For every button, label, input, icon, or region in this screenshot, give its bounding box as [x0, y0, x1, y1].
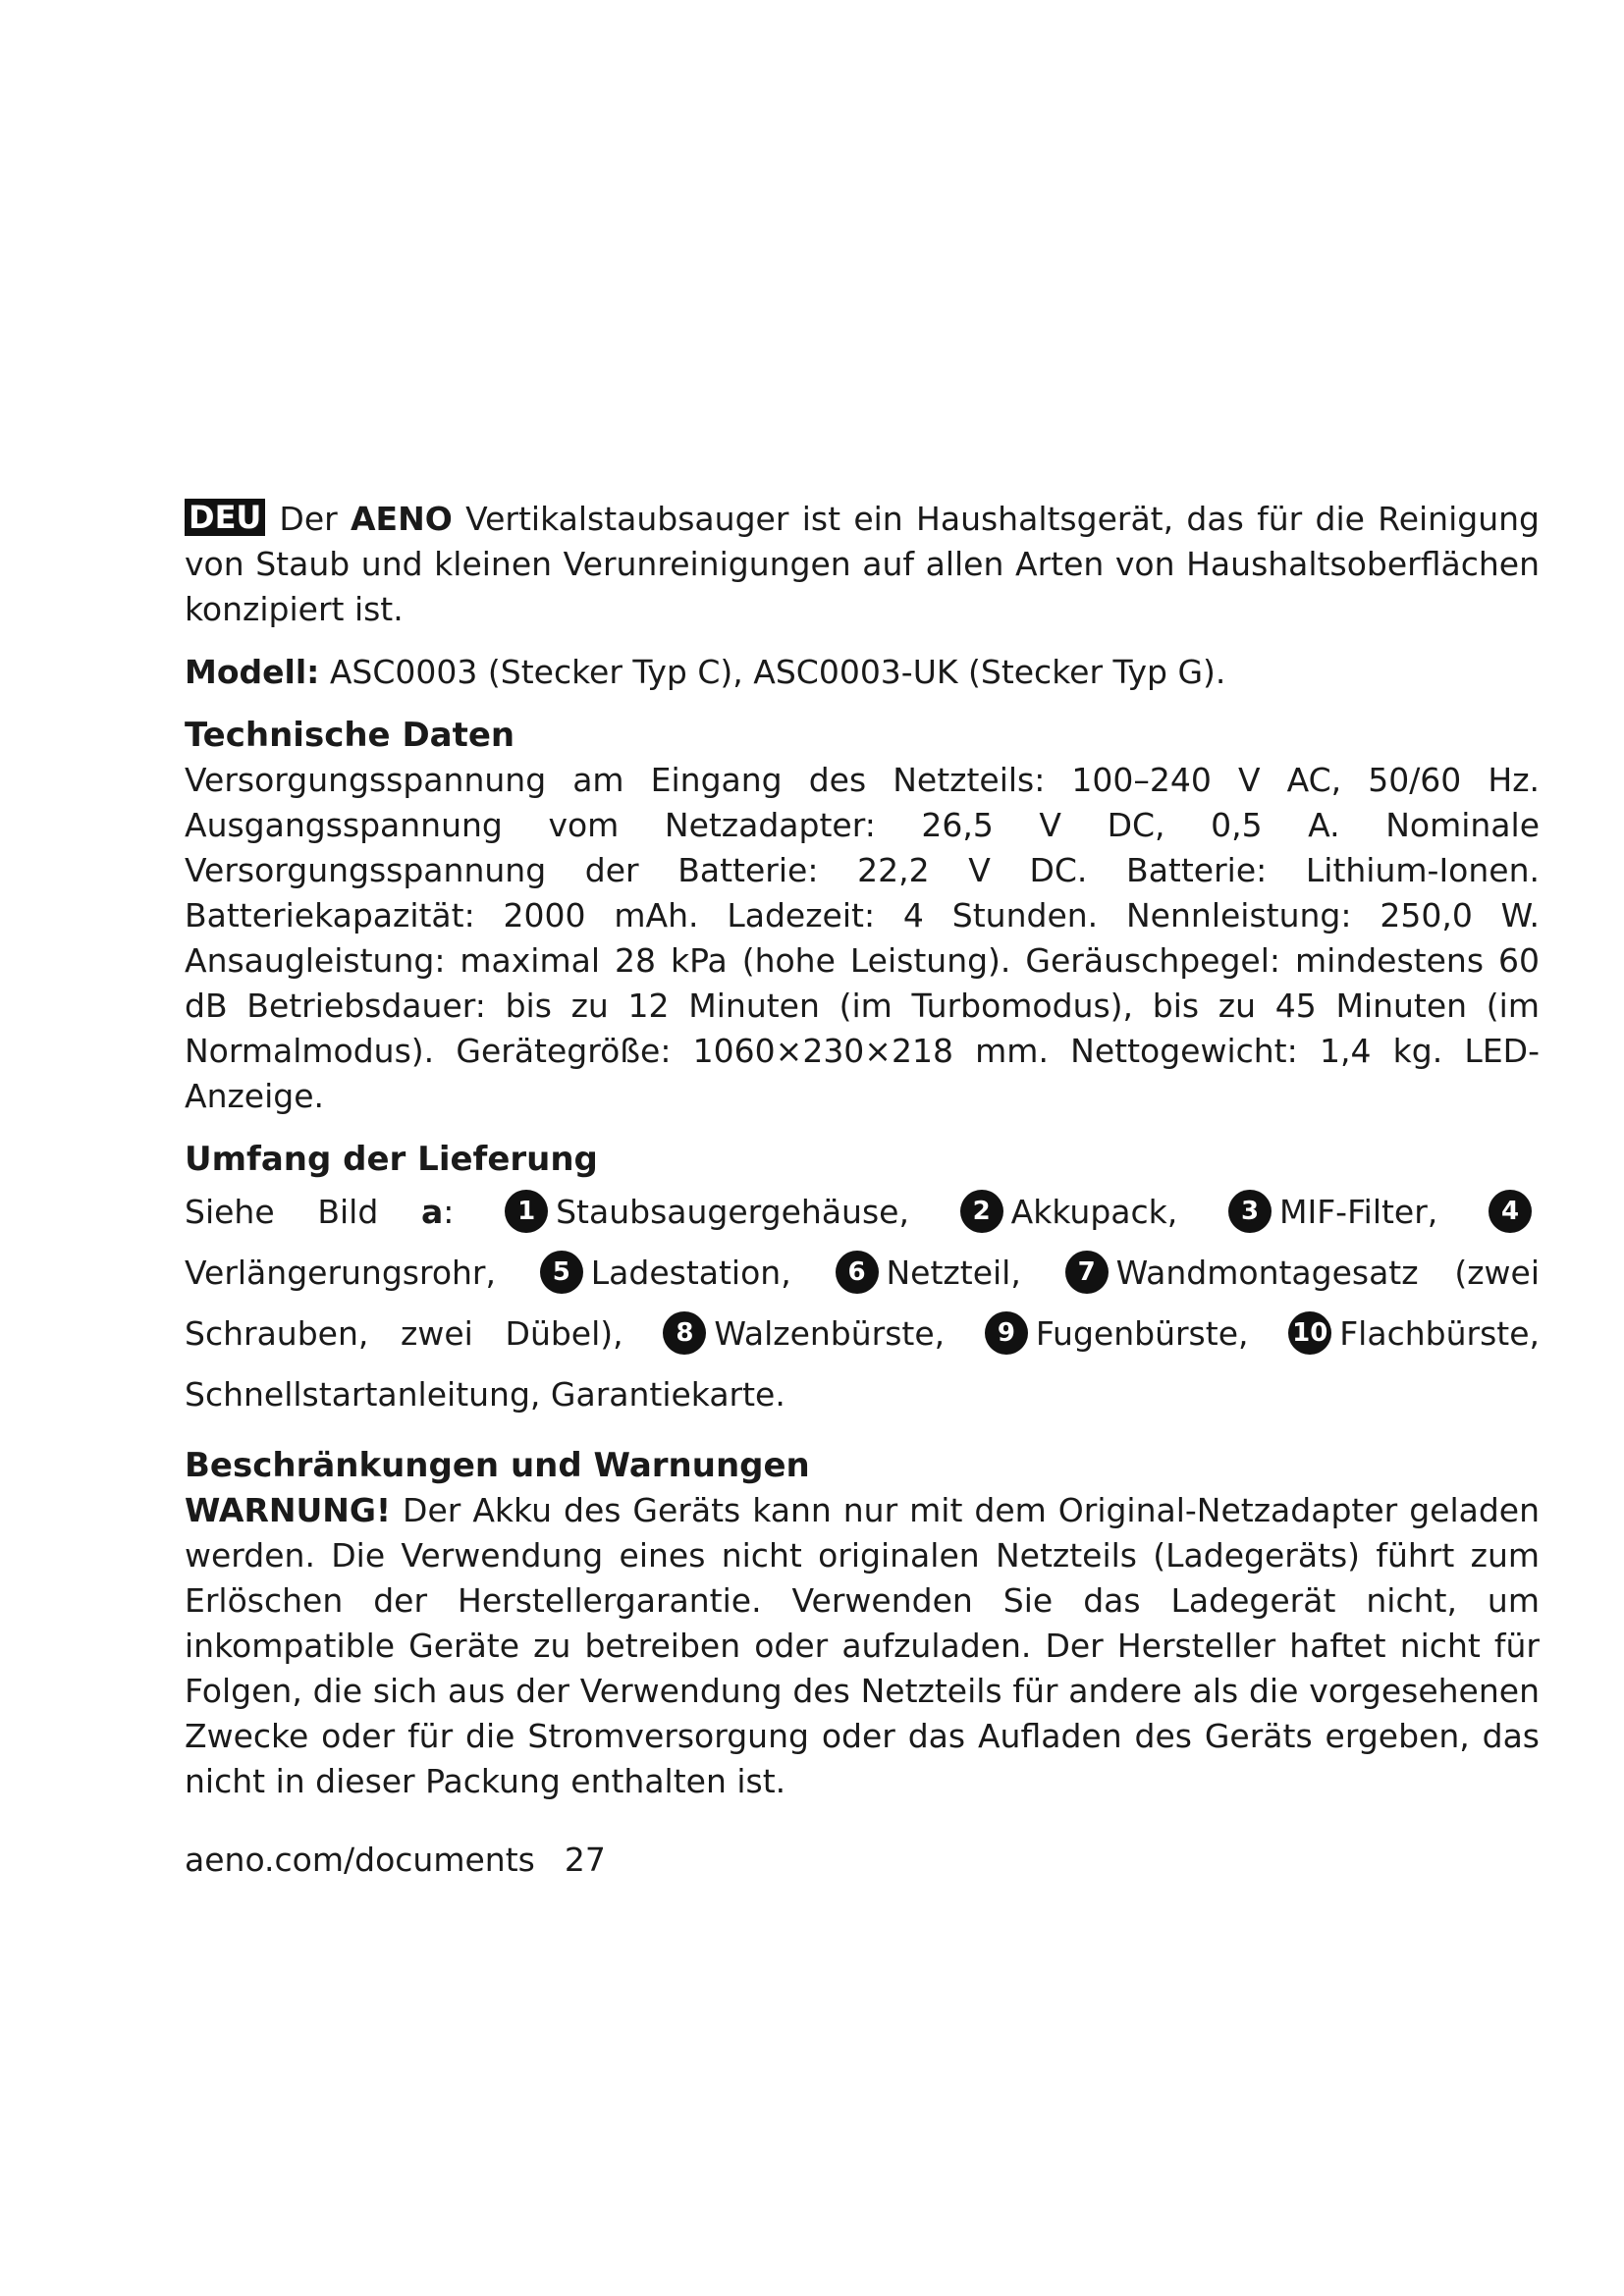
warning-label: WARNUNG!	[185, 1491, 392, 1529]
delivery-colon: :	[443, 1193, 455, 1231]
technical-heading: Technische Daten	[185, 716, 515, 755]
delivery-item: MIF-Filter,	[1278, 1193, 1438, 1231]
page-number: 27	[564, 1841, 606, 1879]
footer-url: aeno.com/documents	[185, 1841, 535, 1879]
number-badge-icon: 10	[1288, 1311, 1331, 1355]
delivery-item: Akkupack,	[1010, 1193, 1178, 1231]
warning-text: Der Akku des Geräts kann nur mit dem Original-Netzadapter geladen werden. Die Verwendung eines nicht originalen Netzteils (Ladegeräts) führt zum Erlöschen der Herstellergarantie. Verwenden Sie das Ladegerät nicht, um inkompatible Geräte zu betreiben oder aufzuladen. Der Hersteller haftet nicht für Folgen, die sich aus der Verwendung des Netzteils für andere als die vorgesehenen Zwecke oder für die Stromversorgung oder das Aufladen des Geräts ergeben, das nicht in dieser Packung enthalten ist.	[185, 1491, 1540, 1800]
number-badge-icon: 6	[836, 1251, 879, 1294]
delivery-suffix: Schnellstartanleitung, Garantiekarte.	[185, 1375, 785, 1414]
number-badge-icon: 4	[1489, 1190, 1532, 1233]
technical-paragraph: Versorgungsspannung am Eingang des Netzteils: 100–240 V AC, 50/60 Hz. Ausgangsspannung vom Netzadapter: 26,5 V DC, 0,5 A. Nominale Versorgungsspannung der Batterie: 22,2 V DC. Batterie: Lithium-Ionen. Batteriekapazität: 2000 mAh. Ladezeit: 4 Stunden. Nennleistung: 250,0 W. Ansaugleistung: maximal 28 kPa (hohe Leistung). Geräuschpegel: mindestens 60 dB Betriebsdauer: bis zu 12 Minuten (im Turbomodus), bis zu 45 Minuten (im Normalmodus). Gerätegröße: 1060×230×218 mm. Nettogewicht: 1,4 kg. LED-Anzeige.	[185, 761, 1540, 1115]
delivery-item: Verlängerungsrohr,	[185, 1254, 496, 1292]
number-badge-icon: 3	[1228, 1190, 1272, 1233]
delivery-heading: Umfang der Lieferung	[185, 1140, 598, 1179]
document-page	[185, 497, 1540, 1883]
model-value: ASC0003 (Stecker Typ C), ASC0003-UK (Stecker Typ G).	[329, 653, 1226, 691]
number-badge-icon: 8	[663, 1311, 706, 1355]
delivery-prefix: Siehe Bild	[185, 1193, 379, 1231]
delivery-item: Wandmontagesatz (zwei Schrauben, zwei Dübel),	[185, 1254, 1541, 1353]
model-paragraph	[185, 650, 1540, 695]
intro-text: Vertikalstaubsauger ist ein Haushaltsgerät, das für die Reinigung von Staub und kleinen Verunreinigungen auf allen Arten von Haushaltsoberflächen konzipiert ist.	[185, 500, 1540, 628]
intro-der: Der	[279, 500, 338, 538]
number-badge-icon: 7	[1065, 1251, 1109, 1294]
delivery-item: Fugenbürste,	[1035, 1314, 1249, 1353]
intro-paragraph	[185, 497, 1540, 632]
delivery-item: Ladestation,	[590, 1254, 791, 1292]
number-badge-icon: 1	[505, 1190, 548, 1233]
page-footer	[185, 1838, 1540, 1883]
delivery-item: Walzenbürste,	[714, 1314, 946, 1353]
language-badge: DEU	[185, 499, 265, 536]
delivery-item: Flachbürste,	[1339, 1314, 1540, 1353]
delivery-item: Netzteil,	[886, 1254, 1021, 1292]
number-badge-icon: 5	[540, 1251, 583, 1294]
warnings-paragraph	[185, 1488, 1540, 1804]
number-badge-icon: 9	[985, 1311, 1028, 1355]
figure-ref: a	[420, 1193, 444, 1231]
number-badge-icon: 2	[960, 1190, 1003, 1233]
delivery-item: Staubsaugergehäuse,	[556, 1193, 909, 1231]
delivery-paragraph	[185, 1182, 1540, 1425]
model-label: Modell:	[185, 653, 320, 691]
warnings-heading: Beschränkungen und Warnungen	[185, 1446, 810, 1485]
brand-name: AENO	[351, 500, 453, 538]
